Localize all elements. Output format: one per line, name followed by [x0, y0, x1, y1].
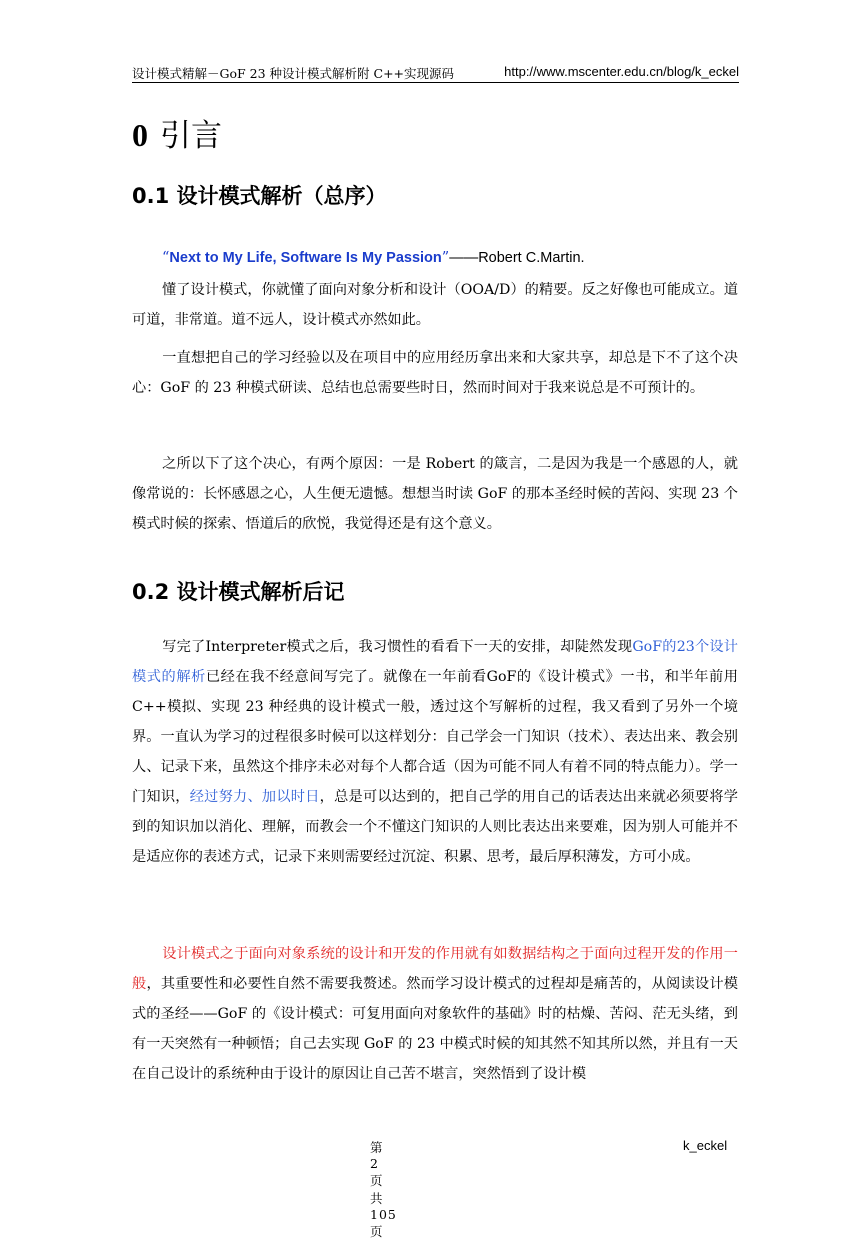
- gof-analysis-link[interactable]: GoF的23个设计模式的解析: [132, 639, 738, 685]
- header-doc-title: 设计模式精解－GoF 23 种设计模式解析附 C++实现源码: [132, 66, 455, 81]
- paragraph-intro-2: [132, 343, 738, 403]
- page-number: 第 2 页 共 105 页: [370, 1140, 397, 1239]
- chapter-number: 0: [132, 117, 148, 153]
- section-heading-0-2: 0.2 设计模式解析后记: [132, 580, 345, 604]
- effort-link[interactable]: 经过努力、加以时日: [189, 789, 320, 805]
- quote-close-mark: ”: [441, 250, 450, 266]
- chapter-heading: [132, 110, 222, 155]
- paragraph-text: ，其重要性和必要性自然不需要我赘述。然而学习设计模式的过程却是痛苦的，从阅读设计模式的圣经——GoF 的《设计模式：可复用面向对象软件的基础》时的枯燥、苦闷、茫无头绪，到有一天突然有一种顿悟；自己去实现 GoF 的 23 中模式时候的知其然不知其所以然，并且有一天在自己设计的系统种由于设计的原因让自己苦不堪言，突然悟到了设计模: [132, 976, 738, 1082]
- page-header: [132, 62, 739, 83]
- section-heading-0-1: 0.1 设计模式解析（总序）: [132, 184, 387, 208]
- paragraph-text: ，总是可以达到的，把自己学的用自己的话表达出来就必须要将学到的知识加以消化、理解，而教会一个不懂这门知识的人则比表达出来要难，因为别人可能并不是适应你的表述方式，记录下来则需要经过沉淀、积累、思考，最后厚积薄发，方可小成。: [132, 789, 738, 865]
- highlighted-statement: 设计模式之于面向对象系统的设计和开发的作用就有如数据结构之于面向过程开发的作用一般: [132, 946, 738, 992]
- paragraph-postscript-2: [132, 939, 738, 1089]
- chapter-title: 引言: [160, 118, 222, 154]
- paragraph-text: 一直想把自己的学习经验以及在项目中的应用经历拿出来和大家共享，却总是下不了这个决心：GoF 的 23 种模式研读、总结也总需要些时日，然而时间对于我来说总是不可预计的。: [132, 350, 738, 396]
- paragraph-text: 写完了Interpreter模式之后，我习惯性的看看下一天的安排，却陡然发现: [162, 639, 633, 655]
- paragraph-intro-3: [132, 449, 738, 539]
- paragraph-text: 懂了设计模式，你就懂了面向对象分析和设计（OOA/D）的精要。反之好像也可能成立。道可道，非常道。道不远人，设计模式亦然如此。: [132, 282, 738, 328]
- paragraph-intro-1: [132, 275, 738, 335]
- footer-author: k_eckel: [683, 1138, 728, 1153]
- header-url[interactable]: http://www.mscenter.edu.cn/blog/k_eckel: [504, 64, 739, 79]
- paragraph-text: 已经在我不经意间写完了。就像在一年前看GoF的《设计模式》一书，和半年前用C++模拟、实现 23 种经典的设计模式一般，透过这个写解析的过程，我又看到了另外一个境界。一直认为学习的过程很多时候可以这样划分：自己学会一门知识（技术）、表达出来、教会别人、记录下来，虽然这个排序未必对每个人都合适（因为可能不同人有着不同的特点能力）。学一门知识，: [132, 669, 738, 805]
- paragraph-postscript-1: [132, 632, 738, 872]
- epigraph-quote: [162, 243, 585, 273]
- paragraph-text: 之所以下了这个决心，有两个原因：一是 Robert 的箴言，二是因为我是一个感恩的人，就像常说的：长怀感恩之心，人生便无遗憾。想想当时读 GoF 的那本圣经时候的苦闷、实现 23 个模式时候的探索、悟道后的欣悦，我觉得还是有这个意义。: [132, 456, 738, 532]
- quote-author: ——Robert C.Martin.: [449, 250, 585, 266]
- quote-open-mark: “: [162, 250, 170, 266]
- quote-text: Next to My Life, Software Is My Passion: [169, 250, 442, 266]
